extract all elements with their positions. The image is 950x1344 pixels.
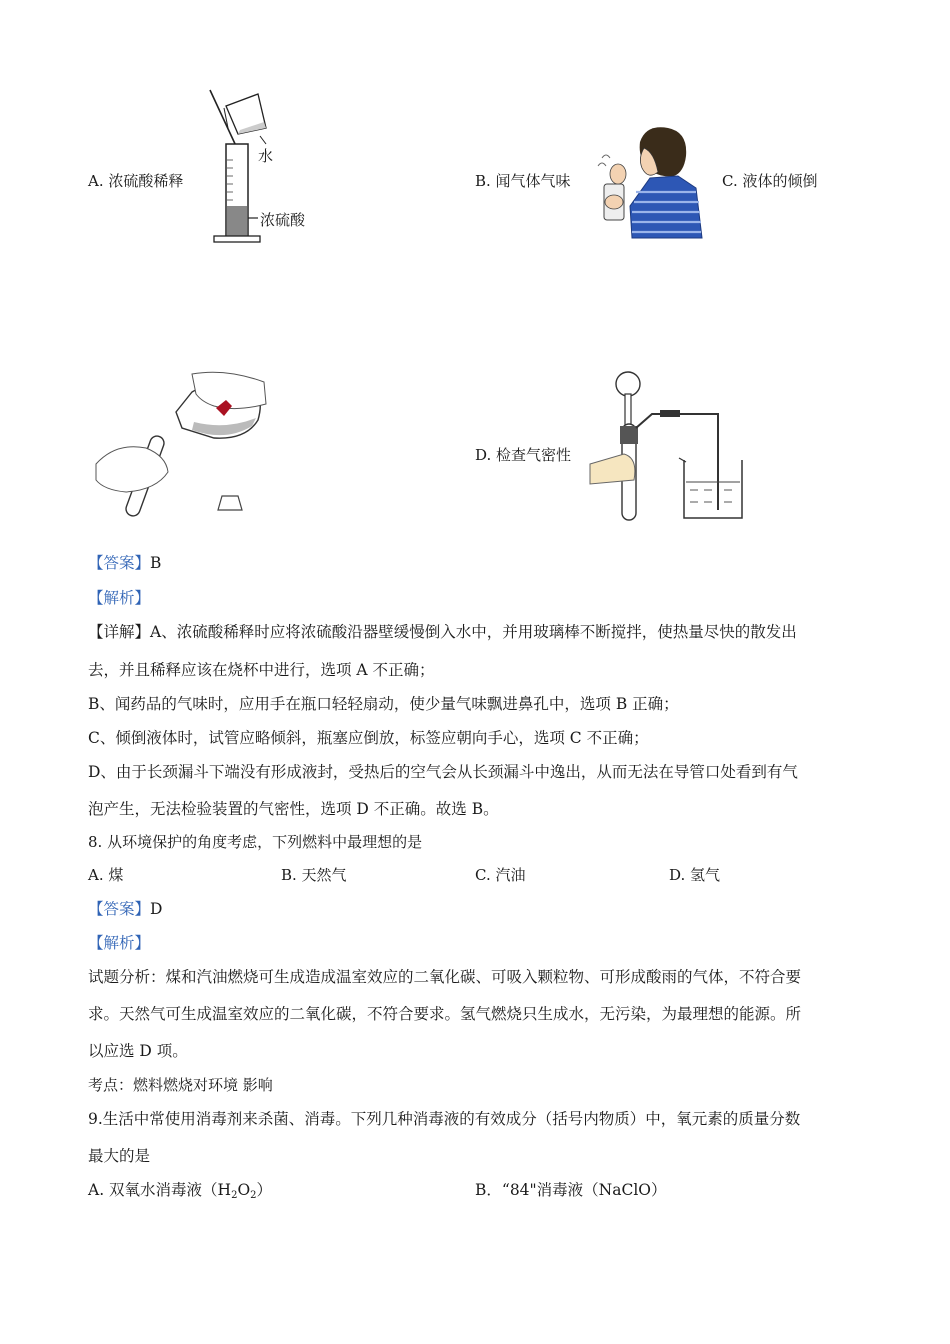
q9-option-a-oxygen: O: [237, 1181, 251, 1199]
answer-tag: 【答案】: [88, 554, 151, 572]
q9-option-b: B．“84"消毒液（NaClO）: [475, 1181, 667, 1199]
detail-d-line-1: D、由于长颈漏斗下端没有形成液封，受热后的空气会从长颈漏斗中逸出，从而无法在导管口处看到有气: [88, 763, 798, 781]
detail-c-line: C、倾倒液体时，试管应略倾斜，瓶塞应倒放，标签应朝向手心，选项 C 不正确；: [88, 729, 649, 747]
detail-a-text: A、浓硫酸稀释时应将浓硫酸沿器壁缓慢倒入水中，并用玻璃棒不断搅拌，使热量尽快的散发出: [150, 623, 797, 641]
detail-a-line-2: 去，并且稀释应该在烧杯中进行，选项 A 不正确；: [88, 661, 435, 679]
answer-tag: 【答案】: [88, 900, 151, 918]
analysis-tag: 【解析】: [88, 589, 151, 607]
pouring-liquid-figure: [96, 372, 286, 522]
q8-analysis-line-3: 以应选 D 项。: [88, 1042, 188, 1060]
q8-stem: 8. 从环境保护的角度考虑，下列燃料中最理想的是: [88, 833, 423, 851]
q8-answer-line: [88, 897, 162, 919]
q9-option-a-close: ）: [256, 1181, 273, 1199]
q9-option-a-text: A. 双氧水消毒液（H: [88, 1181, 232, 1199]
acid-label: 浓硫酸: [260, 211, 306, 229]
detail-b-line: B、闻药品的气味时，应用手在瓶口轻轻扇动，使少量气味飘进鼻孔中，选项 B 正确；: [88, 695, 679, 713]
option-d-label: D. 检查气密性: [475, 446, 572, 464]
subscript: 2: [231, 1190, 238, 1201]
detail-d-line-2: 泡产生，无法检验装置的气密性，选项 D 不正确。故选 B。: [88, 800, 499, 818]
q7-answer-line: [88, 551, 161, 573]
q8-option-d: D. 氢气: [669, 866, 721, 884]
q8-analysis-line-1: 试题分析：煤和汽油燃烧可生成造成温室效应的二氧化碳、可吸入颗粒物、可形成酸雨的气体，不符合要: [88, 968, 802, 986]
subscript: 2: [250, 1190, 257, 1201]
option-b-label: B. 闻气体气味: [475, 172, 571, 190]
water-label: 水: [258, 147, 274, 165]
smelling-gas-figure: [596, 122, 706, 242]
option-a-label: A. 浓硫酸稀释: [88, 172, 184, 190]
q8-analysis-line-2: 求。天然气可生成温室效应的二氧化碳，不符合要求。氢气燃烧只生成水，无污染，为最理想的能源。所: [88, 1005, 802, 1023]
q8-kaodian: 考点：燃料燃烧对环境 影响: [88, 1076, 273, 1094]
q9-stem-line-2: 最大的是: [88, 1147, 151, 1165]
analysis-tag: 【解析】: [88, 934, 151, 952]
q9-stem-line-1: 9.生活中常使用消毒剂来杀菌、消毒。下列几种消毒液的有效成分（括号内物质）中，氧元素的质量分数: [88, 1110, 801, 1128]
q8-option-c: C. 汽油: [475, 866, 526, 884]
detail-tag: 【详解】: [88, 623, 151, 641]
q9-option-a: [88, 1178, 272, 1201]
answer-value: D: [150, 900, 163, 918]
option-c-label: C. 液体的倾倒: [722, 172, 818, 190]
answer-value: B: [150, 554, 162, 572]
airtightness-apparatus-figure: [590, 370, 760, 525]
detail-a-line-1: [88, 620, 797, 642]
q8-option-b: B. 天然气: [281, 866, 347, 884]
q8-option-a: A. 煤: [88, 866, 124, 884]
